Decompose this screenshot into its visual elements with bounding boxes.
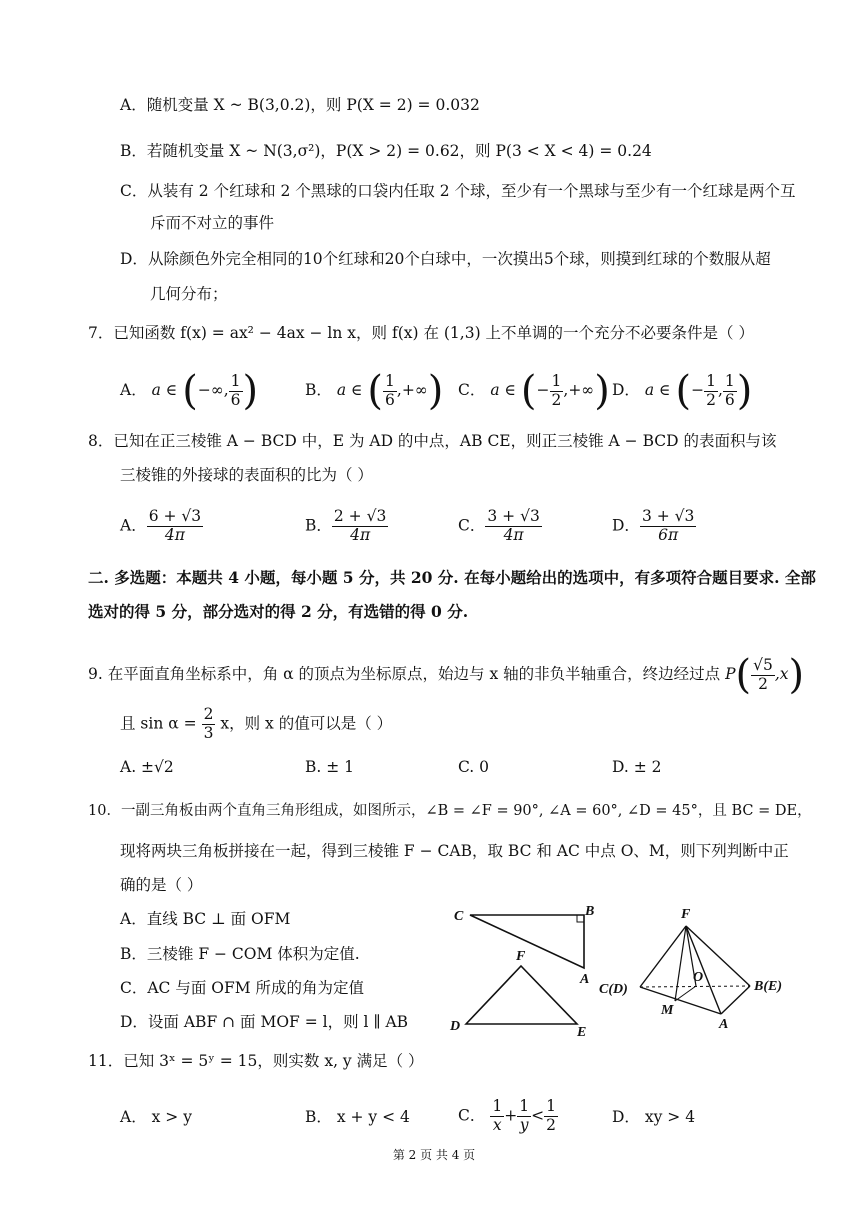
q7-b-fraction: $\frac{1}{6}$ bbox=[385, 371, 395, 409]
q10-triangle-figure bbox=[448, 898, 793, 1038]
q7-c-fraction: $\frac{1}{2}$ bbox=[551, 371, 562, 409]
q8-a-fraction: $\frac{6 + √3}{4\pi}$ bbox=[148, 507, 202, 544]
triangle-cba bbox=[470, 915, 584, 968]
page-footer: 第 2 页 共 4 页 bbox=[392, 1148, 476, 1162]
edge-mo bbox=[675, 986, 696, 1001]
q6-option-c: C．从装有 2 个红球和 2 个黑球的口袋内任取 2 个球，至少有一个黑球与至少有一个红球是两个互 bbox=[120, 182, 796, 200]
q7-option-a: A． a ∈ (−∞, $\frac{1}{6}$ ) bbox=[120, 368, 259, 414]
q10-stem-line3: 确的是（ ） bbox=[120, 876, 203, 894]
section-2-heading-line1: 二. 多选题：本题共 4 小题，每小题 5 分，共 20 分. 在每小题给出的选项中，有多项符合题目要求. 全部 bbox=[88, 568, 816, 587]
q9-option-c: C. 0 bbox=[458, 758, 490, 776]
label-c: C bbox=[454, 909, 464, 924]
label-a: A bbox=[580, 972, 590, 987]
q11-option-c: C． $\frac{1}{x}$ + $\frac{1}{y}$ < $\frac{1}{2}$ bbox=[458, 1097, 556, 1134]
q7-a-fraction: $\frac{1}{6}$ bbox=[230, 371, 241, 409]
q8-option-a: A． $\frac{6 + √3}{4\pi}$ bbox=[120, 507, 202, 544]
triangle-dfe bbox=[466, 966, 577, 1024]
edge-ab bbox=[721, 986, 750, 1014]
q7-d-fraction-1: $\frac{1}{2}$ bbox=[706, 371, 716, 409]
q9-option-b: B. ± 1 bbox=[305, 758, 355, 776]
label-b: B bbox=[585, 904, 595, 919]
q11-c-fraction-3: $\frac{1}{2}$ bbox=[546, 1097, 556, 1134]
q11-option-a: A． x > y bbox=[120, 1108, 192, 1126]
label-b-e: B(E) bbox=[754, 979, 782, 994]
q9-point-fraction: $\frac{√5}{2}$ bbox=[753, 655, 773, 693]
q7-option-c: C． a ∈ (− $\frac{1}{2}$ ,+∞) bbox=[458, 368, 610, 414]
q6-option-d: D．从除颜色外完全相同的10个红球和20个白球中，一次摸出5个球，则摸到红球的个数服从超 bbox=[120, 250, 771, 268]
edge-fc bbox=[640, 926, 686, 987]
q9-sin-fraction: $\frac{2}{3}$ bbox=[203, 705, 214, 742]
label-c-d: C(D) bbox=[599, 982, 628, 997]
q10-stem-line2: 现将两块三角板拼接在一起，得到三棱锥 F − CAB，取 BC 和 AC 中点 O、M，则下列判断中正 bbox=[120, 842, 789, 860]
q11-c-fraction-2: $\frac{1}{y}$ bbox=[519, 1097, 530, 1134]
q7-option-b: B． a ∈ ( $\frac{1}{6}$ ,+∞) bbox=[305, 368, 444, 414]
q8-d-fraction: $\frac{3 + √3}{6\pi}$ bbox=[641, 507, 695, 544]
q9-stem-line1: 9. 在平面直角坐标系中，角 α 的顶点为坐标原点，始边与 x 轴的非负半轴重合，终边经过点 P( $\frac{√5}{2}$ ,x) bbox=[88, 652, 805, 698]
edge-ca bbox=[640, 987, 721, 1014]
q11-stem: 11．已知 3ˣ = 5ʸ = 15，则实数 x, y 满足（ ） bbox=[88, 1052, 424, 1070]
q9-option-a: A. ±√2 bbox=[120, 758, 174, 776]
q8-stem-line1: 8．已知在正三棱锥 A − BCD 中，E 为 AD 的中点，AB CE，则正三棱锥 A − BCD 的表面积与该 bbox=[88, 432, 777, 450]
right-angle-b bbox=[577, 915, 584, 922]
label-e: E bbox=[577, 1025, 587, 1038]
q7-option-d: D． a ∈ (− $\frac{1}{2}$ , $\frac{1}{6}$ ) bbox=[612, 368, 753, 414]
label-d: D bbox=[450, 1019, 461, 1034]
label-m: M bbox=[661, 1003, 674, 1018]
label-a-3d: A bbox=[719, 1017, 729, 1032]
q7-d-fraction-2: $\frac{1}{6}$ bbox=[724, 371, 735, 409]
q11-c-fraction-1: $\frac{1}{x}$ bbox=[492, 1097, 503, 1134]
q11-option-d: D． xy > 4 bbox=[612, 1108, 696, 1126]
section-2-heading-line2: 选对的得 5 分，部分选对的得 2 分，有选错的得 0 分. bbox=[88, 602, 469, 621]
q6-option-a: A．随机变量 X ~ B(3,0.2)，则 P(X = 2) = 0.032 bbox=[120, 96, 480, 114]
q6-option-b: B．若随机变量 X ~ N(3,σ²)，P(X > 2) = 0.62，则 P(3 < X < 4) = 0.24 bbox=[120, 142, 652, 160]
q8-stem-line2: 三棱锥的外接球的表面积的比为（ ） bbox=[120, 466, 373, 484]
q11-option-b: B． x + y < 4 bbox=[305, 1108, 410, 1126]
q10-option-a: A．直线 BC ⊥ 面 OFM bbox=[120, 910, 291, 928]
edge-fa bbox=[686, 926, 721, 1014]
q9-option-d: D. ± 2 bbox=[612, 758, 662, 776]
label-f: F bbox=[516, 949, 526, 964]
q6-option-c-cont: 斥而不对立的事件 bbox=[150, 214, 275, 232]
q9-stem-line2: 且 sin α = $\frac{2}{3}$ x，则 x 的值可以是（ ） bbox=[120, 705, 393, 742]
q8-option-d: D． $\frac{3 + √3}{6\pi}$ bbox=[612, 507, 695, 544]
q8-option-b: B． $\frac{2 + √3}{4\pi}$ bbox=[305, 507, 387, 544]
q10-option-c: C．AC 与面 OFM 所成的角为定值 bbox=[120, 979, 365, 997]
label-o: O bbox=[693, 970, 704, 985]
q8-b-fraction: $\frac{2 + √3}{4\pi}$ bbox=[333, 507, 387, 544]
q8-option-c: C． $\frac{3 + √3}{4\pi}$ bbox=[458, 507, 540, 544]
q10-option-d: D．设面 ABF ∩ 面 MOF = l，则 l ∥ AB bbox=[120, 1013, 409, 1031]
q8-c-fraction: $\frac{3 + √3}{4\pi}$ bbox=[487, 507, 540, 544]
label-f-3d: F bbox=[681, 907, 691, 922]
q7-stem: 7．已知函数 f(x) = ax² − 4ax − ln x，则 f(x) 在 (1,3) 上不单调的一个充分不必要条件是（ ） bbox=[88, 324, 754, 342]
q10-option-b: B．三棱锥 F − COM 体积为定值. bbox=[120, 945, 360, 963]
q10-stem-line1: 10．一副三角板由两个直角三角形组成，如图所示，∠B = ∠F = 90°, ∠A = 60°, ∠D = 45°，且 BC = DE， bbox=[88, 803, 812, 819]
q6-option-d-cont: 几何分布； bbox=[150, 285, 228, 303]
